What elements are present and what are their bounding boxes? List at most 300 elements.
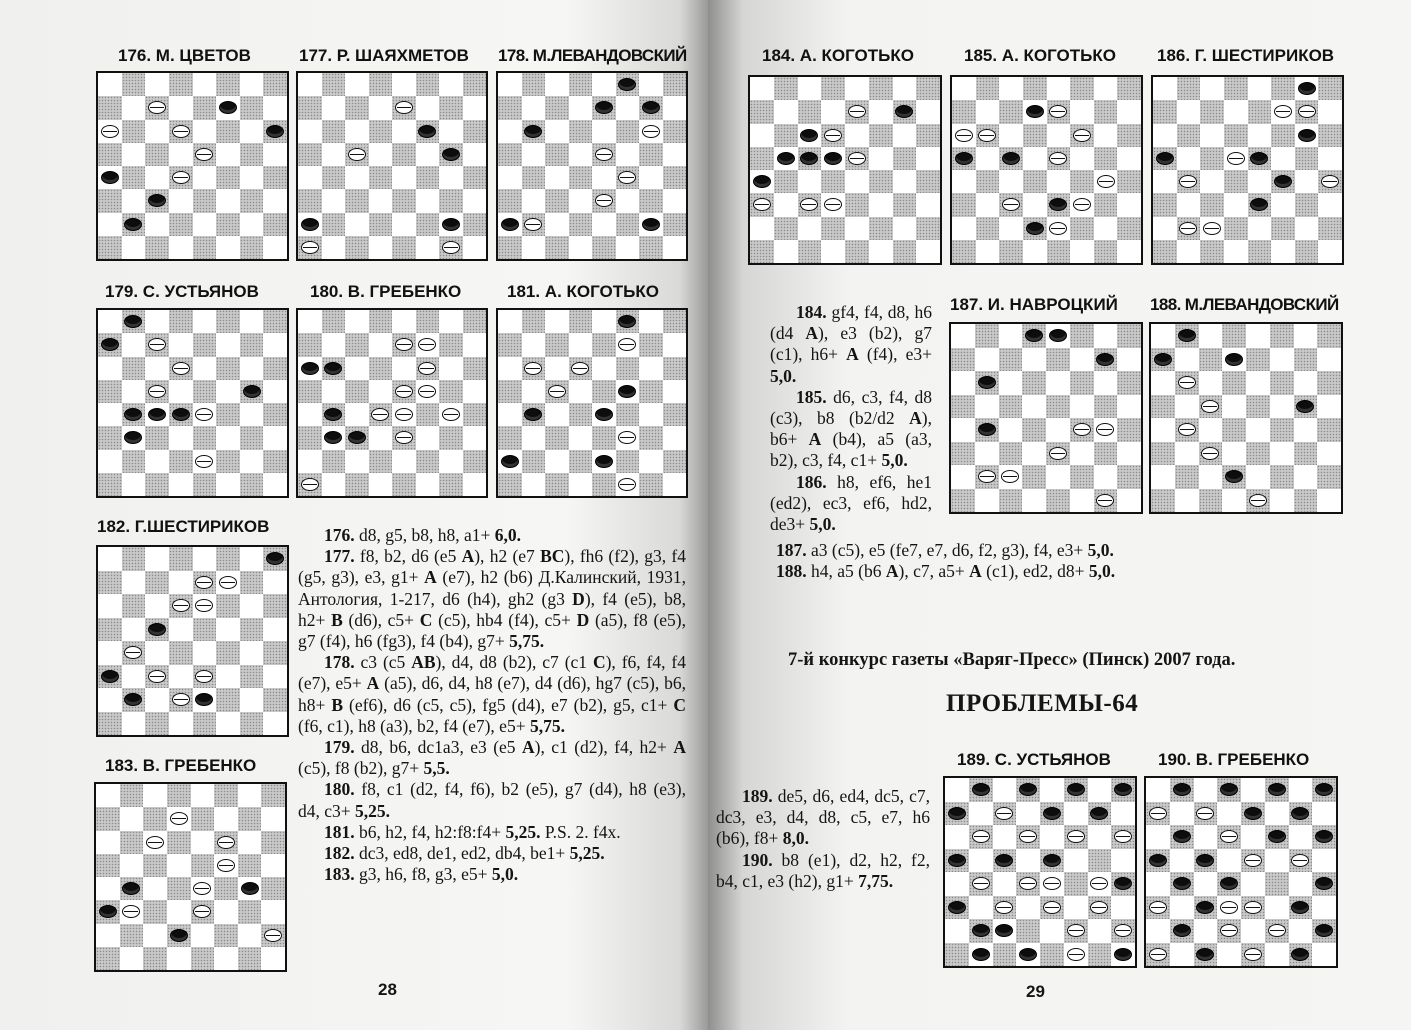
board-square [545, 120, 569, 143]
white-checker-icon [1201, 400, 1219, 413]
board-square [1199, 489, 1223, 513]
white-checker-icon [1114, 830, 1132, 843]
board-square [1248, 170, 1272, 193]
board-square [240, 618, 264, 642]
board-square [1200, 217, 1224, 240]
board-square [240, 96, 264, 119]
board-square [345, 403, 369, 426]
white-checker-icon [1149, 807, 1167, 820]
board-square [893, 170, 917, 193]
board-square [663, 473, 687, 496]
board-square [416, 380, 440, 403]
board-square [1224, 147, 1248, 170]
board-square [1040, 943, 1064, 967]
board-square [1248, 77, 1272, 100]
board-square [616, 236, 640, 259]
board-square [1224, 124, 1248, 147]
black-checker-icon [595, 408, 613, 421]
board-square [169, 120, 193, 143]
board-square [1270, 371, 1294, 395]
board-square [1248, 100, 1272, 123]
solutions-text [750, 540, 1350, 582]
solution-paragraph: 180. f8, c1 (d2, f4, f6), b2 (e5), g7 (d4), h8 (e3), d4, c3+ 5,25. [298, 779, 686, 821]
board-square [498, 380, 522, 403]
board-square [1094, 324, 1118, 348]
board-square [122, 213, 146, 236]
board-square [143, 831, 167, 854]
white-checker-icon [395, 101, 413, 114]
board-square [993, 872, 1017, 896]
board-square [1271, 147, 1295, 170]
board-square [169, 426, 193, 449]
section-title: ПРОБЛЕМЫ-64 [946, 690, 1139, 717]
white-checker-icon [193, 882, 211, 895]
black-checker-icon [948, 901, 966, 914]
board-square [592, 73, 616, 96]
board-square [1265, 872, 1289, 896]
black-checker-icon [978, 423, 996, 436]
board-square [345, 96, 369, 119]
board-square [263, 641, 287, 665]
board-square [169, 547, 193, 571]
board-square [969, 778, 993, 802]
board-square [821, 100, 845, 123]
black-checker-icon [524, 408, 542, 421]
board-square [798, 77, 822, 100]
board-square [193, 547, 217, 571]
board-square [993, 896, 1017, 920]
board-square [193, 333, 217, 356]
white-checker-icon [1090, 877, 1108, 890]
board-square [592, 96, 616, 119]
board-square [263, 594, 287, 618]
white-checker-icon [1043, 877, 1061, 890]
checkers-board [943, 776, 1137, 968]
black-checker-icon [1154, 353, 1172, 366]
board-square [216, 236, 240, 259]
white-checker-icon [172, 171, 190, 184]
board-square [774, 147, 798, 170]
black-checker-icon [170, 929, 188, 942]
board-square [169, 236, 193, 259]
white-checker-icon [1220, 830, 1238, 843]
white-checker-icon [642, 125, 660, 138]
board-square [869, 77, 893, 100]
board-square [1318, 100, 1342, 123]
board-square [345, 236, 369, 259]
diagram-title: 188. М.ЛЕВАНДОВСКИЙ [1150, 295, 1339, 314]
black-checker-icon [1296, 400, 1314, 413]
white-checker-icon [1096, 494, 1114, 507]
white-checker-icon [1090, 901, 1108, 914]
board-square [1047, 124, 1071, 147]
board-square [999, 371, 1023, 395]
white-checker-icon [595, 148, 613, 161]
board-square [122, 143, 146, 166]
board-square [122, 310, 146, 333]
board-square [193, 213, 217, 236]
board-square [122, 120, 146, 143]
board-square [750, 193, 774, 216]
board-square [1023, 77, 1047, 100]
board-square [298, 333, 322, 356]
board-square [120, 784, 144, 807]
solutions-text [298, 525, 686, 885]
board-square [1047, 100, 1071, 123]
board-square [1318, 217, 1342, 240]
board-square [639, 333, 663, 356]
board-square [214, 854, 238, 877]
board-square [216, 189, 240, 212]
black-checker-icon [1043, 854, 1061, 867]
solution-paragraph: 177. f8, b2, d6 (e5 A), h2 (e7 BC), fh6 (f2), g3, f4 (g5, g3), e3, g1+ A (e7), h2 (b6) Д.Калинский, 1931, Антология, 1-217, d6 (h4), gh2 (g3 D), f4 (e5), b8, h2+ B (d6), c5+ C (c5), hb4 (f4), c5+ D (a5), f8 (e5), g7 (f4), h6 (fg3), f4 (b4), g7+ 5,75. [298, 546, 686, 652]
board-square [322, 166, 346, 189]
board-square [369, 333, 393, 356]
solutions-text [770, 302, 932, 535]
white-checker-icon [1097, 175, 1115, 188]
black-checker-icon [895, 105, 913, 118]
board-square [263, 96, 287, 119]
board-square [569, 310, 593, 333]
board-square [1289, 896, 1313, 920]
board-square [193, 166, 217, 189]
board-square [263, 189, 287, 212]
board-square [845, 240, 869, 263]
solution-paragraph: 190. b8 (e1), d2, h2, f2, b4, c1, e3 (h2), g1+ 7,75. [716, 849, 930, 891]
board-square [1289, 943, 1313, 967]
board-square [369, 73, 393, 96]
board-square [663, 143, 687, 166]
board-square [1294, 465, 1318, 489]
board-square [545, 310, 569, 333]
board-square [1317, 371, 1341, 395]
board-square [639, 403, 663, 426]
white-checker-icon [824, 129, 842, 142]
black-checker-icon [1067, 783, 1085, 796]
board-square [1194, 896, 1218, 920]
board-square [976, 170, 1000, 193]
board-square [821, 77, 845, 100]
white-checker-icon [848, 152, 866, 165]
white-checker-icon [172, 599, 190, 612]
solutions-text [716, 786, 930, 892]
white-checker-icon [548, 385, 566, 398]
board-square [439, 213, 463, 236]
board-square [1151, 395, 1175, 419]
checkers-board [96, 71, 289, 261]
board-square [120, 877, 144, 900]
board-square [798, 217, 822, 240]
board-square [298, 73, 322, 96]
board-square [214, 900, 238, 923]
white-checker-icon [148, 385, 166, 398]
board-square [1146, 849, 1170, 873]
board-square [1270, 418, 1294, 442]
black-checker-icon [995, 854, 1013, 867]
board-square [263, 120, 287, 143]
board-square [1064, 825, 1088, 849]
board-square [592, 213, 616, 236]
board-square [216, 594, 240, 618]
board-square [463, 333, 487, 356]
board-square [1312, 778, 1336, 802]
board-square [522, 380, 546, 403]
board-square [98, 120, 122, 143]
board-square [145, 236, 169, 259]
board-square [1248, 147, 1272, 170]
board-square [261, 900, 285, 923]
board-square [545, 73, 569, 96]
board-square [1295, 240, 1319, 263]
white-checker-icon [1043, 901, 1061, 914]
board-square [1070, 465, 1094, 489]
black-checker-icon [1250, 198, 1268, 211]
board-square [145, 357, 169, 380]
black-checker-icon [148, 408, 166, 421]
board-square [1117, 147, 1141, 170]
board-square [416, 236, 440, 259]
board-square [999, 395, 1023, 419]
black-checker-icon [618, 78, 636, 91]
board-square [993, 825, 1017, 849]
board-square [322, 426, 346, 449]
board-square [498, 96, 522, 119]
board-square [216, 357, 240, 380]
board-square [1094, 465, 1118, 489]
board-square [1289, 919, 1313, 943]
board-square [976, 217, 1000, 240]
board-square [951, 442, 975, 466]
board-square [1222, 395, 1246, 419]
board-square [952, 100, 976, 123]
board-square [1117, 324, 1141, 348]
board-square [369, 236, 393, 259]
black-checker-icon [1250, 152, 1268, 165]
white-checker-icon [170, 812, 188, 825]
white-checker-icon [1096, 423, 1114, 436]
board-square [439, 120, 463, 143]
board-square [167, 877, 191, 900]
board-square [238, 854, 262, 877]
white-checker-icon [193, 905, 211, 918]
black-checker-icon [642, 218, 660, 231]
board-square [1046, 395, 1070, 419]
board-square [1088, 943, 1112, 967]
white-checker-icon [195, 455, 213, 468]
board-square [821, 124, 845, 147]
board-square [945, 778, 969, 802]
board-square [1199, 324, 1223, 348]
board-square [1146, 872, 1170, 896]
board-square [1153, 193, 1177, 216]
board-square [416, 143, 440, 166]
board-square [298, 450, 322, 473]
board-square [439, 310, 463, 333]
board-square [1070, 489, 1094, 513]
board-square [240, 310, 264, 333]
board-square [169, 143, 193, 166]
board-square [463, 166, 487, 189]
board-square [1246, 371, 1270, 395]
board-square [1289, 849, 1313, 873]
board-square [774, 217, 798, 240]
board-square [869, 100, 893, 123]
board-square [1094, 193, 1118, 216]
board-square [1040, 872, 1064, 896]
board-square [439, 189, 463, 212]
board-square [240, 426, 264, 449]
board-square [999, 240, 1023, 263]
white-checker-icon [122, 905, 140, 918]
board-square [952, 170, 976, 193]
board-square [193, 73, 217, 96]
board-square [143, 854, 167, 877]
board-square [298, 96, 322, 119]
board-square [1111, 919, 1135, 943]
board-square [191, 924, 215, 947]
board-square [298, 426, 322, 449]
board-square [975, 348, 999, 372]
board-square [774, 77, 798, 100]
board-square [216, 143, 240, 166]
board-square [1217, 919, 1241, 943]
board-square [1217, 872, 1241, 896]
board-square [240, 380, 264, 403]
board-square [392, 403, 416, 426]
black-checker-icon [1225, 470, 1243, 483]
white-checker-icon [1002, 198, 1020, 211]
board-square [122, 641, 146, 665]
black-checker-icon [1114, 948, 1132, 961]
board-square [1016, 919, 1040, 943]
board-square [999, 124, 1023, 147]
black-checker-icon [1196, 854, 1214, 867]
white-checker-icon [219, 576, 237, 589]
board-square [145, 688, 169, 712]
board-square [98, 143, 122, 166]
white-checker-icon [800, 198, 818, 211]
board-square [639, 380, 663, 403]
board-square [1094, 395, 1118, 419]
board-square [1265, 825, 1289, 849]
board-square [616, 473, 640, 496]
board-square [1294, 418, 1318, 442]
board-square [1070, 147, 1094, 170]
board-square [1194, 802, 1218, 826]
board-square [522, 120, 546, 143]
board-square [122, 571, 146, 595]
board-square [1241, 849, 1265, 873]
board-square [1177, 77, 1201, 100]
black-checker-icon [442, 218, 460, 231]
board-square [263, 403, 287, 426]
board-square [169, 357, 193, 380]
board-square [993, 778, 1017, 802]
board-square [1023, 100, 1047, 123]
solution-paragraph: 186. h8, ef6, he1 (ed2), ec3, ef6, hd2, de3+ 5,0. [770, 471, 932, 535]
board-square [98, 665, 122, 689]
board-square [1151, 348, 1175, 372]
board-square [945, 896, 969, 920]
board-square [1064, 919, 1088, 943]
white-checker-icon [1179, 222, 1197, 235]
black-checker-icon [1298, 129, 1316, 142]
board-square [498, 450, 522, 473]
black-checker-icon [1096, 353, 1114, 366]
board-square [569, 333, 593, 356]
board-square [122, 688, 146, 712]
board-square [169, 665, 193, 689]
board-square [545, 450, 569, 473]
black-checker-icon [324, 431, 342, 444]
board-square [169, 450, 193, 473]
board-square [169, 571, 193, 595]
board-square [1248, 124, 1272, 147]
white-checker-icon [1291, 854, 1309, 867]
white-checker-icon [124, 646, 142, 659]
board-square [750, 240, 774, 263]
board-square [216, 426, 240, 449]
white-checker-icon [146, 836, 164, 849]
board-square [545, 96, 569, 119]
page-number: 28 [378, 980, 397, 999]
board-square [263, 333, 287, 356]
board-square [298, 357, 322, 380]
white-checker-icon [1019, 830, 1037, 843]
board-square [999, 77, 1023, 100]
black-checker-icon [101, 338, 119, 351]
board-square [193, 665, 217, 689]
board-square [1318, 147, 1342, 170]
board-square [322, 473, 346, 496]
board-square [1170, 849, 1194, 873]
board-square [1070, 240, 1094, 263]
board-square [345, 166, 369, 189]
board-square [1047, 170, 1071, 193]
black-checker-icon [972, 924, 990, 937]
black-checker-icon [995, 924, 1013, 937]
board-square [298, 310, 322, 333]
black-checker-icon [1019, 948, 1037, 961]
board-square [98, 426, 122, 449]
board-square [143, 924, 167, 947]
board-square [1222, 371, 1246, 395]
board-square [1111, 943, 1135, 967]
board-square [976, 77, 1000, 100]
white-checker-icon [1019, 877, 1037, 890]
board-square [1070, 418, 1094, 442]
board-square [193, 618, 217, 642]
board-square [569, 96, 593, 119]
black-checker-icon [972, 948, 990, 961]
board-square [1111, 872, 1135, 896]
board-square [122, 73, 146, 96]
board-square [463, 403, 487, 426]
checkers-board [949, 322, 1143, 514]
black-checker-icon [501, 218, 519, 231]
black-checker-icon [219, 101, 237, 114]
board-square [263, 688, 287, 712]
checkers-board [748, 75, 942, 265]
board-square [216, 618, 240, 642]
board-square [1241, 778, 1265, 802]
board-square [952, 147, 976, 170]
white-checker-icon [1244, 901, 1262, 914]
board-square [1270, 324, 1294, 348]
board-square [893, 77, 917, 100]
board-square [951, 348, 975, 372]
black-checker-icon [1244, 807, 1262, 820]
